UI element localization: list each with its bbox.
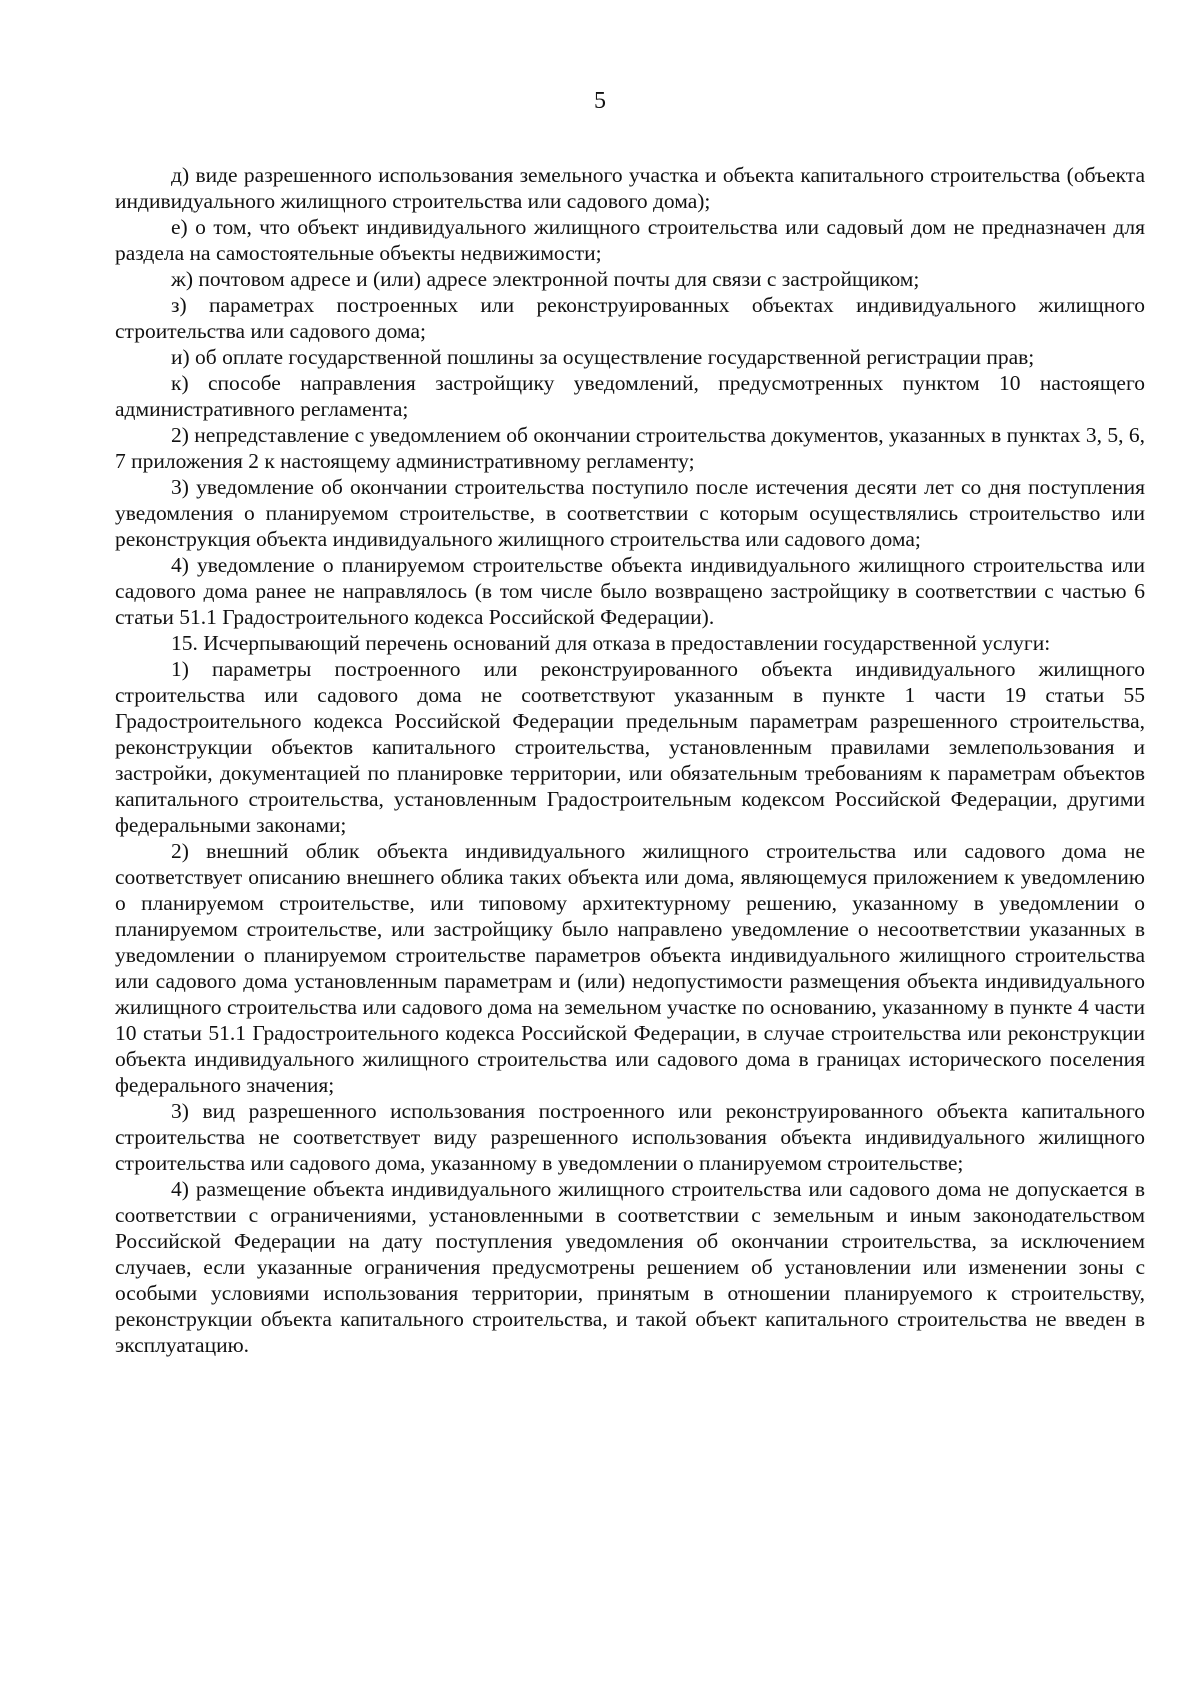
page-number: 5: [594, 88, 606, 114]
paragraph-zh: ж) почтовом адресе и (или) адресе электронной почты для связи с застройщиком;: [171, 267, 920, 291]
document-body: [115, 162, 1145, 1358]
paragraph-i: и) об оплате государственной пошлины за осуществление государственной регистрации прав;: [171, 345, 1035, 369]
paragraph-e: е) о том, что объект индивидуального жилищного строительства или садовый дом не предназначен для раздела на самостоятельные объекты недвижимости;: [115, 215, 1145, 265]
paragraph-refusal-1: 1) параметры построенного или реконструированного объекта индивидуального жилищного строительства или садового дома не соответствуют указанным в пункте 1 части 19 статьи 55 Градостроительного кодекса Российской Федерации предельным параметрам разрешенного строительства, реконструкции объектов капитального строительства, установленным правилами землепользования и застройки, документацией по планировке территории, или обязательным требованиям к параметрам объектов капитального строительства, установленным Градостроительным кодексом Российской Федерации, другими федеральными законами;: [115, 657, 1145, 837]
paragraph-d: д) виде разрешенного использования земельного участка и объекта капитального строительства (объекта индивидуального жилищного строительства или садового дома);: [115, 163, 1145, 213]
paragraph-item-2: 2) непредставление с уведомлением об окончании строительства документов, указанных в пунктах 3, 5, 6, 7 приложения 2 к настоящему административному регламенту;: [115, 423, 1145, 473]
paragraph-item-4: 4) уведомление о планируемом строительстве объекта индивидуального жилищного строительства или садового дома ранее не направлялось (в том числе было возвращено застройщику в соответствии с частью 6 статьи 51.1 Градостроительного кодекса Российской Федерации).: [115, 553, 1145, 629]
paragraph-item-3: 3) уведомление об окончании строительства поступило после истечения десяти лет со дня поступления уведомления о планируемом строительстве, в соответствии с которым осуществлялись строительство или реконструкция объекта индивидуального жилищного строительства или садового дома;: [115, 475, 1145, 551]
paragraph-refusal-3: 3) вид разрешенного использования построенного или реконструированного объекта капитального строительства не соответствует виду разрешенного использования объекта индивидуального жилищного строительства или садового дома, указанному в уведомлении о планируемом строительстве;: [115, 1099, 1145, 1175]
paragraph-refusal-2: 2) внешний облик объекта индивидуального жилищного строительства или садового дома не соответствует описанию внешнего облика таких объекта или дома, являющемуся приложением к уведомлению о планируемом строительстве, или типовому архитектурному решению, указанному в уведомлении о планируемом строительстве, или застройщику было направлено уведомление о несоответствии указанных в уведомлении о планируемом строительстве параметров объекта индивидуального жилищного строительства или садового дома установленным параметрам и (или) недопустимости размещения объекта индивидуального жилищного строительства или садового дома на земельном участке по основанию, указанному в пункте 4 части 10 статьи 51.1 Градостроительного кодекса Российской Федерации, в случае строительства или реконструкции объекта индивидуального жилищного строительства или садового дома в границах исторического поселения федерального значения;: [115, 839, 1145, 1097]
paragraph-refusal-4: 4) размещение объекта индивидуального жилищного строительства или садового дома не допускается в соответствии с ограничениями, установленными в соответствии с земельным и иным законодательством Российской Федерации на дату поступления уведомления об окончании строительства, за исключением случаев, если указанные ограничения предусмотрены решением об установлении или изменении зоны с особыми условиями использования территории, принятым в отношении планируемого к строительству, реконструкции объекта капитального строительства, и такой объект капитального строительства не введен в эксплуатацию.: [115, 1177, 1145, 1357]
paragraph-section-15: 15. Исчерпывающий перечень оснований для отказа в предоставлении государственной услуги:: [171, 631, 1051, 655]
paragraph-k: к) способе направления застройщику уведомлений, предусмотренных пунктом 10 настоящего административного регламента;: [115, 371, 1145, 421]
paragraph-z: з) параметрах построенных или реконструированных объектах индивидуального жилищного строительства или садового дома;: [115, 293, 1145, 343]
